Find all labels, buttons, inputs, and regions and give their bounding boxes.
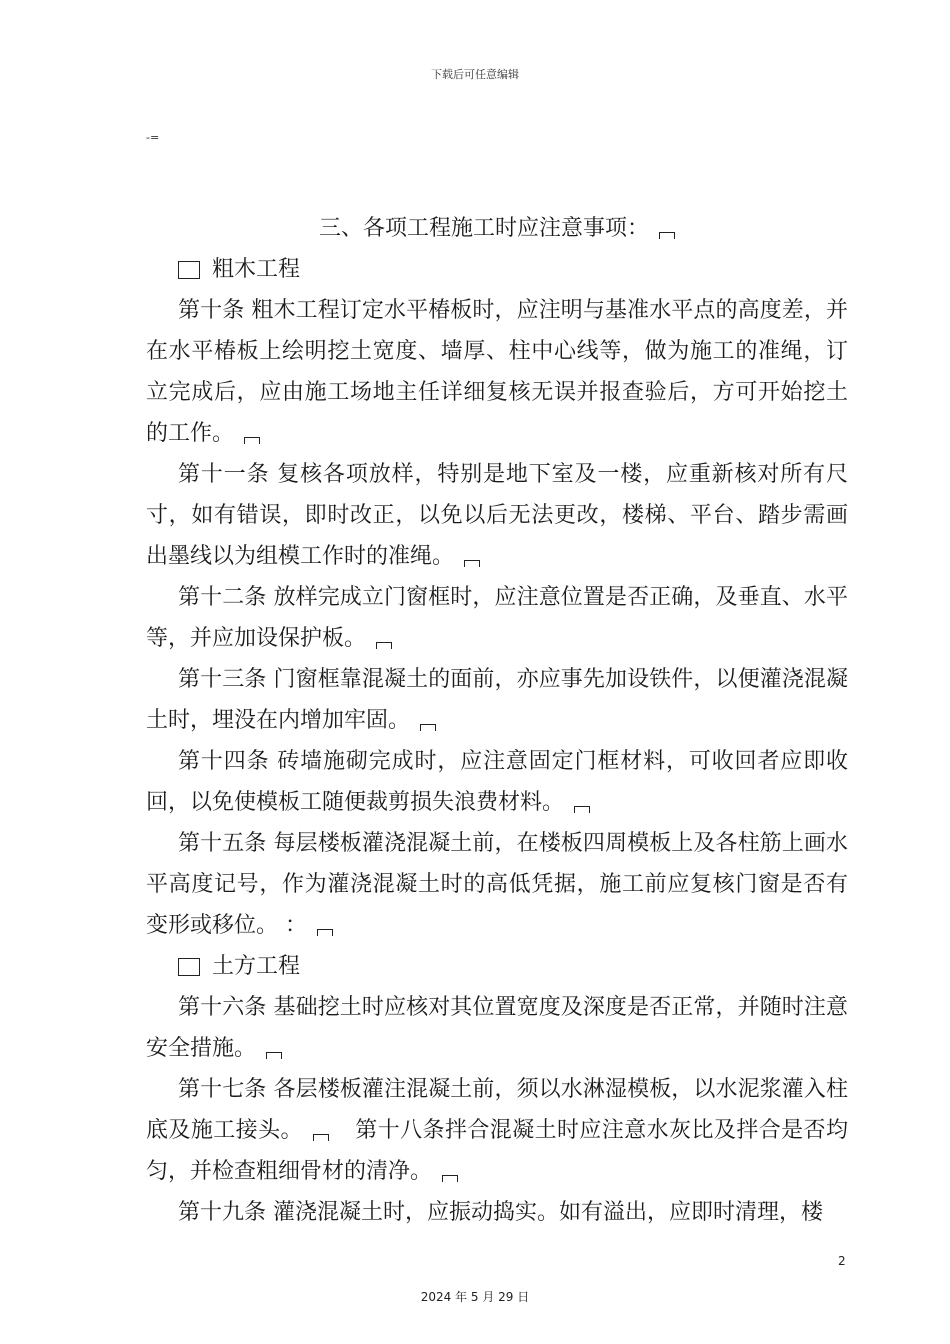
paragraph-mark-icon [313,1134,329,1141]
paragraph-mark-icon [659,232,675,239]
paragraph-mark-icon [442,1175,458,1182]
checkbox-square-icon [178,261,200,279]
article-paragraph [146,741,848,823]
article-text: 第十二条 放样完成立门窗框时，应注意位置是否正确，及垂直、水平等，并应加设保护板。 [146,585,848,651]
subsection-heading-earthwork [146,946,848,987]
paragraph-mark-icon [317,929,333,936]
article-text: 第十六条 基础挖土时应核对其位置宽度及深度是否正常，并随时注意安全措施。 [146,995,848,1061]
article-paragraph [146,454,848,577]
document-body [146,208,848,1233]
article-text: 第十七条 各层楼板灌注混凝土前，须以水淋湿模板，以水泥浆灌入柱底及施工接头。 [146,1077,848,1143]
article-paragraph [146,659,848,741]
article-paragraph [146,987,848,1069]
article-paragraph [146,577,848,659]
top-mark: -= [146,131,160,144]
article-text: 第十九条 灌浇混凝土时，应振动捣实。如有溢出，应即时清理，楼 [178,1200,823,1225]
article-text: 第十五条 每层楼板灌浇混凝土前，在楼板四周模板上及各柱筋上画水平高度记号，作为灌浇混凝土时的高低凭据，施工前应复核门窗是否有变形或移位。 ： [146,831,848,938]
subsection-heading-text: 土方工程 [212,954,301,979]
subsection-heading-rough-carpentry [146,249,848,290]
paragraph-mark-icon [376,642,392,649]
paragraph-mark-icon [464,560,480,567]
section-title [146,208,848,249]
page-header: 下载后可任意编辑 [431,68,519,81]
article-paragraph [146,1192,848,1233]
paragraph-mark-icon [574,806,590,813]
paragraph-mark-icon [420,724,436,731]
article-text: 第十条 粗木工程订定水平椿板时，应注明与基准水平点的高度差，并在水平椿板上绘明挖土宽度、墙厚、柱中心线等，做为施工的准绳，订立完成后，应由施工场地主任详细复核无误并报查验后，方可开始挖土的工作。 [146,298,848,446]
subsection-heading-text: 粗木工程 [212,257,301,282]
article-text: 第十四条 砖墙施砌完成时，应注意固定门框材料，可收回者应即收回，以免使模板工随便裁剪损失浪费材料。 [146,749,848,815]
article-text: 第十一条 复核各项放样，特别是地下室及一楼，应重新核对所有尺寸，如有错误，即时改正，以免以后无法更改，楼梯、平台、踏步需画出墨线以为组模工作时的准绳。 [146,462,848,569]
paragraph-mark-icon [266,1052,282,1059]
page-number: 2 [838,1254,846,1268]
checkbox-square-icon [178,958,200,976]
article-text: 第十三条 门窗框靠混凝土的面前，亦应事先加设铁件，以便灌浇混凝土时，埋没在内增加牢固。 [146,667,848,733]
article-paragraph [146,290,848,454]
article-text: 第十八条拌合混凝土时应注意水灰比及拌合是否均匀，并检查粗细骨材的清净。 [146,1118,848,1184]
paragraph-mark-icon [244,437,260,444]
article-paragraph [146,1069,848,1192]
footer-date: 2024 年 5 月 29 日 [420,1290,530,1304]
article-paragraph [146,823,848,946]
section-title-text: 三、各项工程施工时应注意事项： [318,216,649,241]
